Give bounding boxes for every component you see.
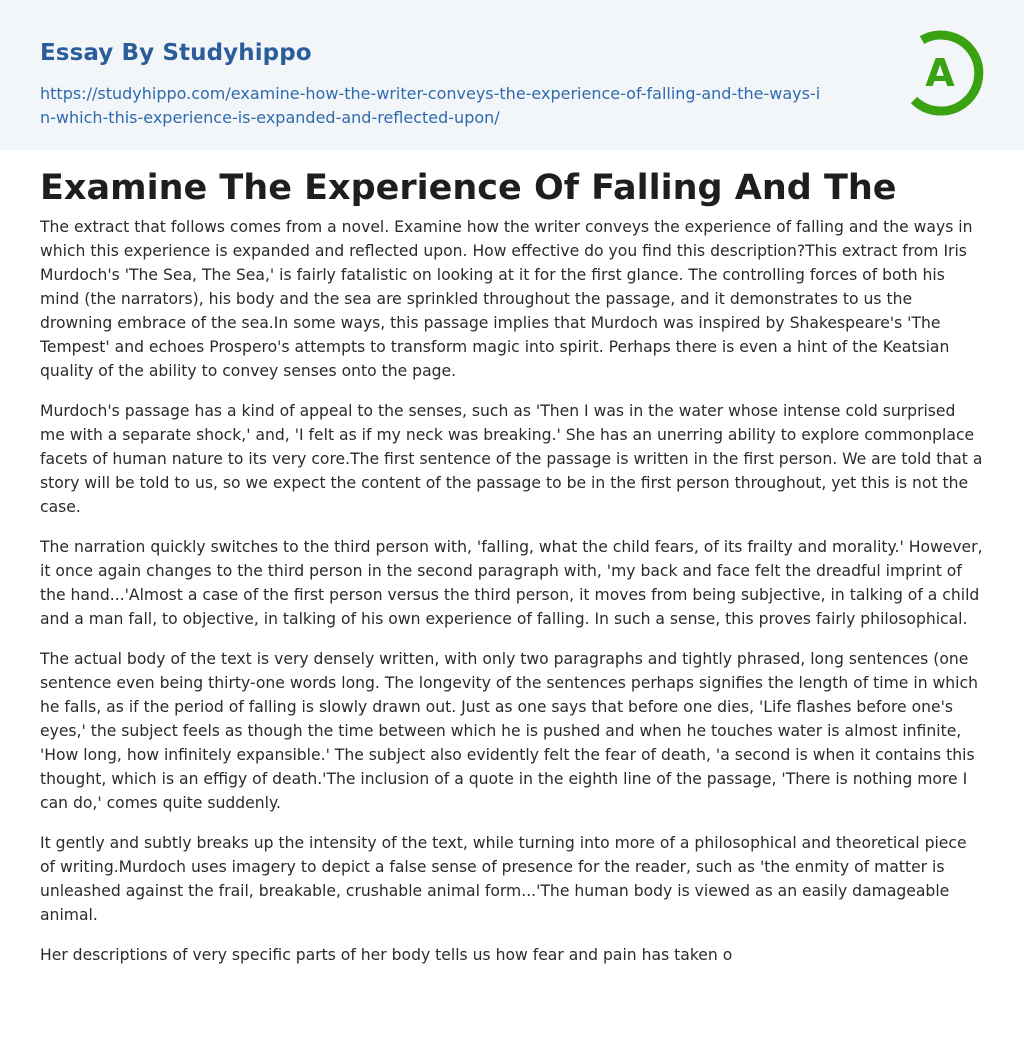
- essay-paragraph: The actual body of the text is very densely written, with only two paragraphs and tightly phrased, long sentences (one sentence even being thirty-one words long. The longevity of the sentences perhaps signifies the length of time in which he falls, as if the period of falling is slowly drawn out. Just as one says that before one dies, 'Life flashes before one's eyes,' the subject feels as though the time between which he is pushed and when he touches water is almost infinite, 'How long, how infinitely expansible.' The subject also evidently felt the fear of death, 'a second is when it contains this thought, which is an effigy of death.'The inclusion of a quote in the eighth line of the passage, 'There is nothing more I can do,' comes quite suddenly.: [40, 650, 978, 812]
- essay-paragraph: Murdoch's passage has a kind of appeal to the senses, such as 'Then I was in the water whose intense cold surprised me with a separate shock,' and, 'I felt as if my neck was breaking.' She has an unerring ability to explore commonplace facets of human nature to its very core.The first sentence of the passage is written in the first person. We are told that a story will be told to us, so we expect the content of the passage to be in the first person throughout, yet this is not the case.: [40, 402, 983, 516]
- essay-paragraph: The narration quickly switches to the third person with, 'falling, what the child fears, of its frailty and morality.' However, it once again changes to the third person in the second paragraph with, 'my back and face felt the dreadful imprint of the hand...'Almost a case of the first person versus the third person, it moves from being subjective, in talking of a child and a man fall, to objective, in talking of his own experience of falling. In such a sense, this proves fairly philosophical.: [40, 538, 983, 628]
- essay-body: [40, 215, 985, 983]
- site-brand[interactable]: Essay By Studyhippo: [40, 40, 312, 66]
- studyhippo-logo-icon[interactable]: [896, 28, 986, 116]
- essay-paragraph: Her descriptions of very specific parts of her body tells us how fear and pain has taken o: [40, 946, 733, 964]
- site-header: [0, 0, 1024, 150]
- essay-title: Examine The Experience Of Falling And The: [40, 168, 897, 208]
- logo-letter: A: [925, 51, 955, 95]
- essay-paragraph: The extract that follows comes from a novel. Examine how the writer conveys the experience of falling and the ways in which this experience is expanded and reflected upon. How effective do you find this description?This extract from Iris Murdoch's 'The Sea, The Sea,' is fairly fatalistic on looking at it for the first glance. The controlling forces of both his mind (the narrators), his body and the sea are sprinkled throughout the passage, and it demonstrates to us the drowning embrace of the sea.In some ways, this passage implies that Murdoch was inspired by Shakespeare's 'The Tempest' and echoes Prospero's attempts to transform magic into spirit. Perhaps there is even a hint of the Keatsian quality of the ability to convey senses onto the page.: [40, 218, 973, 380]
- essay-paragraph: It gently and subtly breaks up the intensity of the text, while turning into more of a philosophical and theoretical piece of writing.Murdoch uses imagery to depict a false sense of presence for the reader, such as 'the enmity of matter is unleashed against the frail, breakable, crushable animal form...'The human body is viewed as an easily damageable animal.: [40, 834, 967, 924]
- essay-url-link[interactable]: https://studyhippo.com/examine-how-the-writer-conveys-the-experience-of-falling-and-the-ways-in-which-this-experience-is-expanded-and-reflected-upon/: [40, 84, 821, 127]
